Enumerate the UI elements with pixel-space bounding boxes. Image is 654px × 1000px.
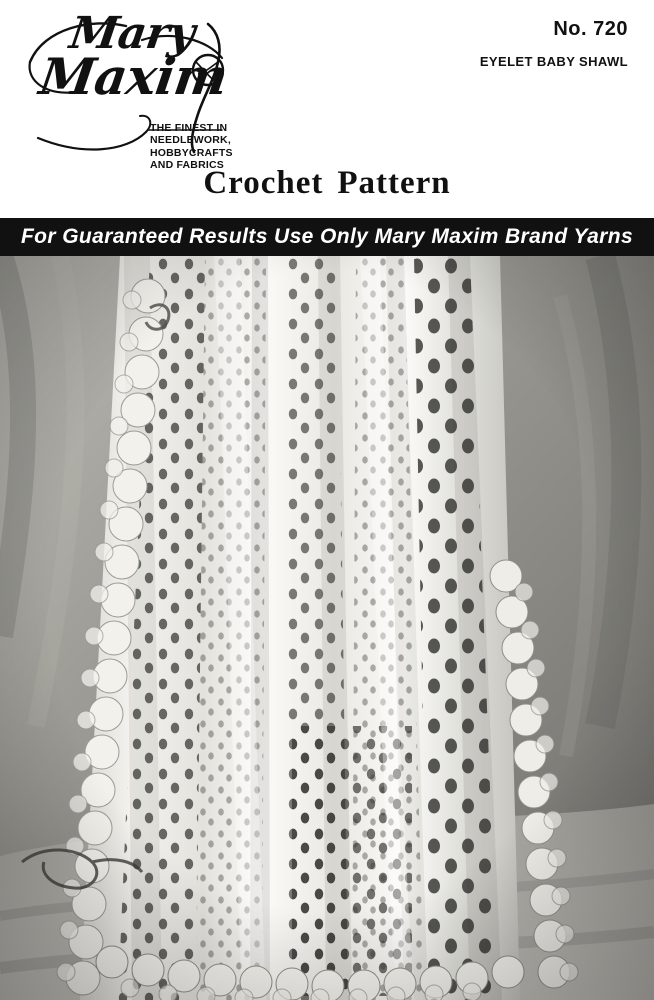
logo-brand-line1: Mary [66,8,198,59]
pattern-number: No. 720 [553,18,628,40]
logo-brand-line2: Maxim [35,47,232,106]
shawl-photograph [0,256,654,1000]
shawl-photograph-image [0,256,654,1000]
guarantee-banner-text: For Guaranteed Results Use Only Mary Maxim Brand Yarns [20,225,634,248]
guarantee-banner [0,218,654,256]
cover-header [0,0,654,218]
pattern-identification [480,18,628,69]
mary-maxim-logo [22,8,302,172]
pattern-title: EYELET BABY SHAWL [479,54,628,69]
logo-tagline: THE FINEST IN NEEDLEWORK, HOBBYCRAFTS AND FABRICS [150,122,233,172]
pattern-type-heading: Crochet Pattern [203,165,451,201]
